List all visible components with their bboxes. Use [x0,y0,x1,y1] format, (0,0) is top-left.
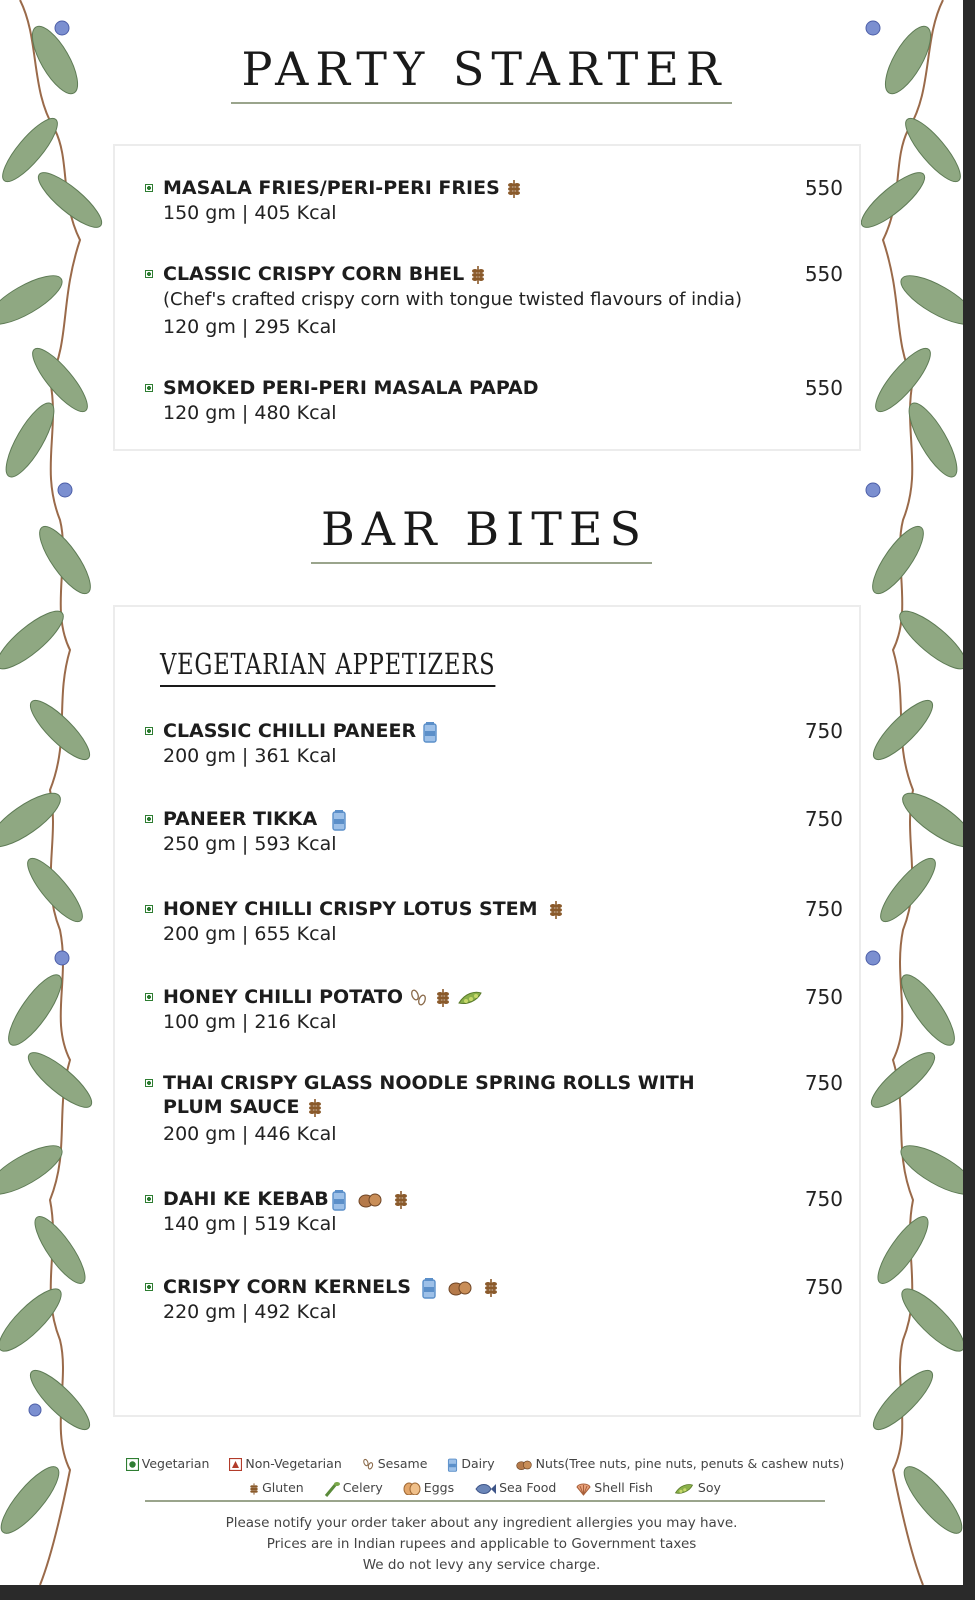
item-portion: 150 gm | 405 Kcal [163,202,337,224]
right-leaf-border [853,0,963,1585]
party-starter-heading: PARTY STARTER [0,42,963,104]
legend-row [110,1476,860,1500]
item-price: 750 [804,897,843,921]
legend-dairy: Dairy [447,1452,494,1476]
menu-item [145,262,843,340]
legend-non-vegetarian: Non-Vegetarian [229,1452,341,1476]
gluten-icon [393,1190,409,1210]
price-note: Prices are in Indian rupees and applicable to Government taxes [266,1536,697,1552]
item-price: 750 [804,985,843,1009]
vegetarian-appetizers-heading: VEGETARIAN APPETIZERS [160,647,495,687]
item-name: DAHI KE KEBAB [145,1187,825,1211]
nuts-icon [447,1279,473,1297]
gluten-icon [249,1482,259,1496]
menu-item [145,719,843,769]
soy-icon [673,1482,695,1496]
item-portion: 220 gm | 492 Kcal [163,1301,337,1323]
allergen-legend [110,1452,860,1500]
gluten-icon [548,900,564,920]
footer-notes [0,1513,963,1576]
celery-icon [324,1481,340,1497]
legend-celery: Celery [324,1476,383,1500]
item-portion: 200 gm | 361 Kcal [163,745,337,767]
dairy-icon [447,1457,458,1472]
veg-icon [126,1458,139,1471]
legend-row [110,1452,860,1476]
left-leaf-border [0,0,110,1585]
item-name: MASALA FRIES/PERI-PERI FRIES [145,176,825,200]
menu-item [145,376,843,426]
eggs-icon [403,1482,421,1495]
menu-item [145,1071,843,1147]
non-veg-icon [229,1458,242,1471]
nuts-icon [357,1191,383,1209]
service-charge-note: We do not levy any service charge. [362,1557,601,1573]
menu-item [145,897,843,947]
dairy-icon [422,721,438,743]
item-name: SMOKED PERI-PERI MASALA PAPAD [145,376,825,400]
sesame-icon [409,988,429,1008]
gluten-icon [307,1098,323,1118]
item-price: 750 [804,807,843,831]
dairy-icon [331,1189,347,1211]
dairy-icon [331,809,347,831]
item-name: PANEER TIKKA [145,807,825,831]
nuts-icon [515,1459,533,1471]
item-name: CLASSIC CRISPY CORN BHEL [145,262,825,286]
item-portion: 200 gm | 655 Kcal [163,923,337,945]
item-portion: 120 gm | 295 Kcal [163,316,337,338]
item-name: HONEY CHILLI CRISPY LOTUS STEM [145,897,825,921]
legend-soy: Soy [673,1476,721,1500]
legend-sea-food: Sea Food [474,1476,556,1500]
legend-divider [145,1500,825,1502]
item-name: CRISPY CORN KERNELS [145,1275,825,1299]
dairy-icon [421,1277,437,1299]
gluten-icon [483,1278,499,1298]
item-price: 550 [804,262,843,286]
menu-item [145,176,843,226]
item-price: 750 [804,719,843,743]
sesame-icon [362,1458,375,1471]
item-portion: 250 gm | 593 Kcal [163,833,337,855]
legend-vegetarian: Vegetarian [126,1452,210,1476]
item-description: (Chef's crafted crispy corn with tongue twisted flavours of india) [163,289,743,310]
party-starter-box [113,144,861,451]
menu-item [145,985,843,1035]
gluten-icon [506,179,522,199]
legend-shell-fish: Shell Fish [576,1476,653,1500]
legend-sesame: Sesame [362,1452,428,1476]
legend-nuts: Nuts(Tree nuts, pine nuts, penuts & cashew nuts) [515,1452,845,1476]
item-portion: 140 gm | 519 Kcal [163,1213,337,1235]
item-price: 750 [804,1071,843,1095]
gluten-icon [470,265,486,285]
item-name: HONEY CHILLI POTATO [145,985,825,1009]
item-portion: 200 gm | 446 Kcal [163,1123,337,1145]
fish-icon [474,1483,496,1495]
gluten-icon [435,988,451,1008]
item-price: 750 [804,1275,843,1299]
bar-bites-box [113,605,861,1417]
item-price: 550 [804,376,843,400]
legend-eggs: Eggs [403,1476,454,1500]
item-name: CLASSIC CHILLI PANEER [145,719,825,743]
soy-icon [457,989,483,1007]
menu-item [145,1275,843,1325]
item-portion: 120 gm | 480 Kcal [163,402,337,424]
item-price: 550 [804,176,843,200]
legend-gluten: Gluten [249,1476,304,1500]
menu-item [145,807,843,857]
item-name: THAI CRISPY GLASS NOODLE SPRING ROLLS WITH PLUM SAUCE [145,1071,825,1119]
shell-icon [576,1482,591,1496]
item-price: 750 [804,1187,843,1211]
item-portion: 100 gm | 216 Kcal [163,1011,337,1033]
allergy-note: Please notify your order taker about any ingredient allergies you may have. [225,1515,738,1531]
menu-item [145,1187,843,1237]
bar-bites-heading: BAR BITES [0,502,963,564]
